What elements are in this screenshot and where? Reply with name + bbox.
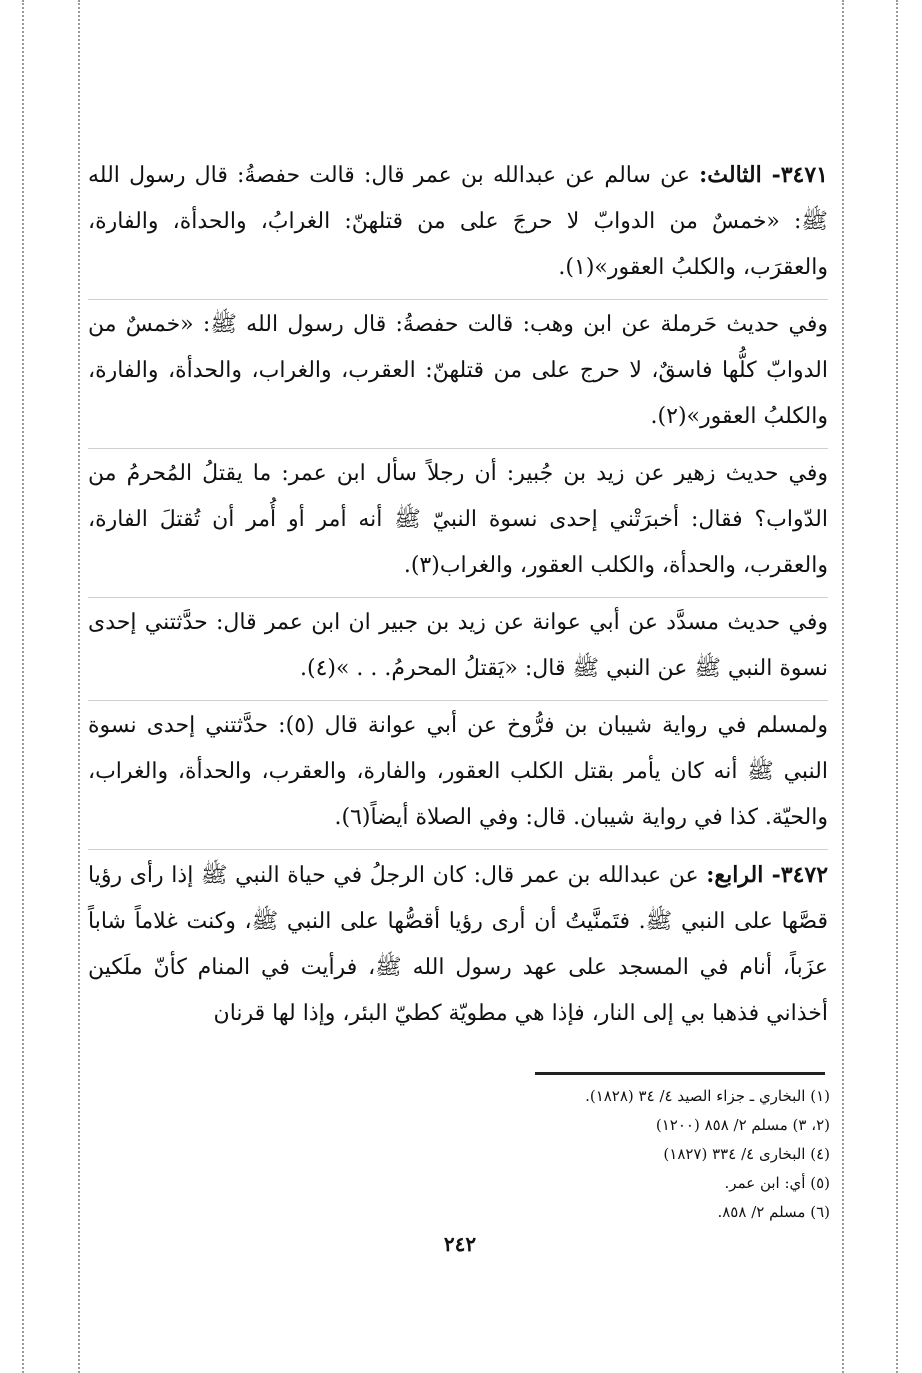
paragraph-text: وفي حديث مسدَّد عن أبي عوانة عن زيد بن جبير ان ابن عمر قال: حدَّثتني إحدى نسوة النبي ﷺ عن النبي ﷺ قال: «يَقتلُ المحرمُ. . . »(٤). [88, 610, 828, 681]
footnote-separator [535, 1072, 825, 1075]
scan-margin-line [842, 0, 844, 1373]
hadith-paragraph [88, 299, 828, 440]
page-number: ٢٤٢ [443, 1232, 477, 1256]
main-text [88, 150, 828, 1045]
paragraph-text: عن سالم عن عبدالله بن عمر قال: قالت حفصةُ: قال رسول الله ﷺ: «خمسٌ من الدوابّ لا حرجَ على من قتلهنّ: الغرابُ، والحدأة، والفارة، والعقرَب، والكلبُ العقور»(١). [88, 163, 828, 280]
paragraph-text: ولمسلم في رواية شيبان بن فرُّوخ عن أبي عوانة قال (٥): حدَّثتني إحدى نسوة النبي ﷺ أنه كان يأمر بقتل الكلب العقور، والفارة، والعقرب، والحدأة، والغراب، والحيّة. كذا في رواية شيبان. قال: وفي الصلاة أيضاً(٦). [88, 713, 829, 830]
scan-margin-line [896, 0, 898, 1373]
footnote: (٦) مسلم ٢/ ٨٥٨. [717, 1203, 830, 1221]
footnote: (١) البخاري ـ جزاء الصيد ٤/ ٣٤ (١٨٢٨). [585, 1087, 830, 1105]
footnote: (٥) أي: ابن عمر. [724, 1174, 830, 1192]
hadith-number-heading: ٣٤٧١- الثالث: [699, 162, 828, 188]
hadith-paragraph [88, 448, 828, 589]
hadith-paragraph [88, 849, 828, 1037]
paragraph-text: وفي حديث زهير عن زيد بن جُبير: أن رجلاً سأل ابن عمر: ما يقتلُ المُحرمُ من الدّواب؟ فقال: أخبرَتْني إحدى نسوة النبيّ ﷺ أنه أمر أو أُمر أن تُقتلَ الفارة، والعقرب، والحدأة، والكلب العقور، والغراب(٣). [88, 461, 828, 578]
footnotes [500, 1082, 830, 1227]
hadith-paragraph [88, 700, 828, 841]
scan-margin-line [78, 0, 80, 1373]
hadith-paragraph [88, 150, 828, 291]
footnote: (٢، ٣) مسلم ٢/ ٨٥٨ (١٢٠٠) [655, 1116, 830, 1134]
hadith-number-heading: ٣٤٧٢- الرابع: [706, 862, 829, 888]
paragraph-text: عن عبدالله بن عمر قال: كان الرجلُ في حياة النبي ﷺ إذا رأى رؤيا قصَّها على النبي ﷺ. فتَمنَّيتُ أن أرى رؤيا أقصُّها على النبي ﷺ، وكنت غلاماً شاباً عزَباً، أنام في المسجد على عهد رسول الله ﷺ، فرأيت في المنام كأنّ ملَكين أخذاني فذهبا بي إلى النار، فإذا هي مطويّة كطيّ البئر، وإذا لها قرنان [88, 863, 828, 1026]
scan-margin-line [22, 0, 24, 1373]
footnote: (٤) البخارى ٤/ ٣٣٤ (١٨٢٧) [663, 1145, 830, 1163]
hadith-paragraph [88, 597, 828, 692]
paragraph-text: وفي حديث حَرملة عن ابن وهب: قالت حفصةُ: قال رسول الله ﷺ: «خمسٌ من الدوابّ كلُّها فاسقٌ، لا حرج على من قتلهنّ: العقرب، والغراب، والحدأة، والفارة، والكلبُ العقور»(٢). [88, 312, 828, 429]
